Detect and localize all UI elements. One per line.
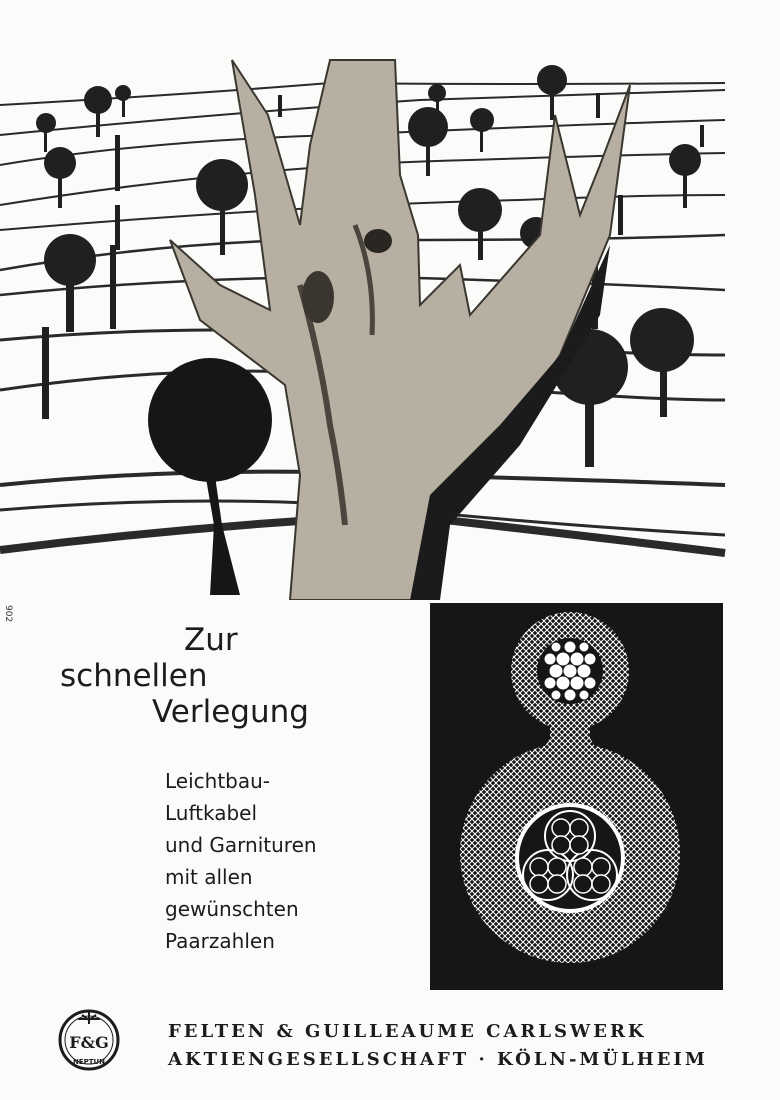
dead-tree-trunk	[170, 60, 630, 600]
logo-letters: F&G	[69, 1033, 109, 1052]
headline-line-2: schnellen	[60, 658, 208, 694]
headline	[60, 622, 380, 730]
dead-tree-with-cables-illustration	[0, 55, 730, 600]
description-line: Paarzahlen	[165, 929, 275, 953]
foreground-tree	[148, 358, 272, 595]
company-name-line-2: AKTIENGESELLSCHAFT · KÖLN-MÜLHEIM	[168, 1049, 708, 1070]
description-line: gewünschten	[165, 897, 299, 921]
fg-neptun-logo	[58, 1002, 120, 1077]
logo-ring-text: NEPTUN	[72, 1058, 106, 1066]
description-line: Luftkabel	[165, 801, 258, 825]
company-name	[168, 1018, 728, 1074]
page-side-number: 902	[3, 605, 13, 623]
description-line: mit allen	[165, 865, 253, 889]
headline-line-3: Verlegung	[152, 694, 309, 730]
description-line: Leichtbau-	[165, 769, 271, 793]
company-name-line-1: FELTEN & GUILLEAUME CARLSWERK	[168, 1021, 647, 1042]
headline-line-1: Zur	[184, 622, 238, 658]
description-line: und Garnituren	[165, 833, 317, 857]
cable-cross-section-graphic	[430, 603, 723, 990]
product-description	[165, 765, 415, 957]
